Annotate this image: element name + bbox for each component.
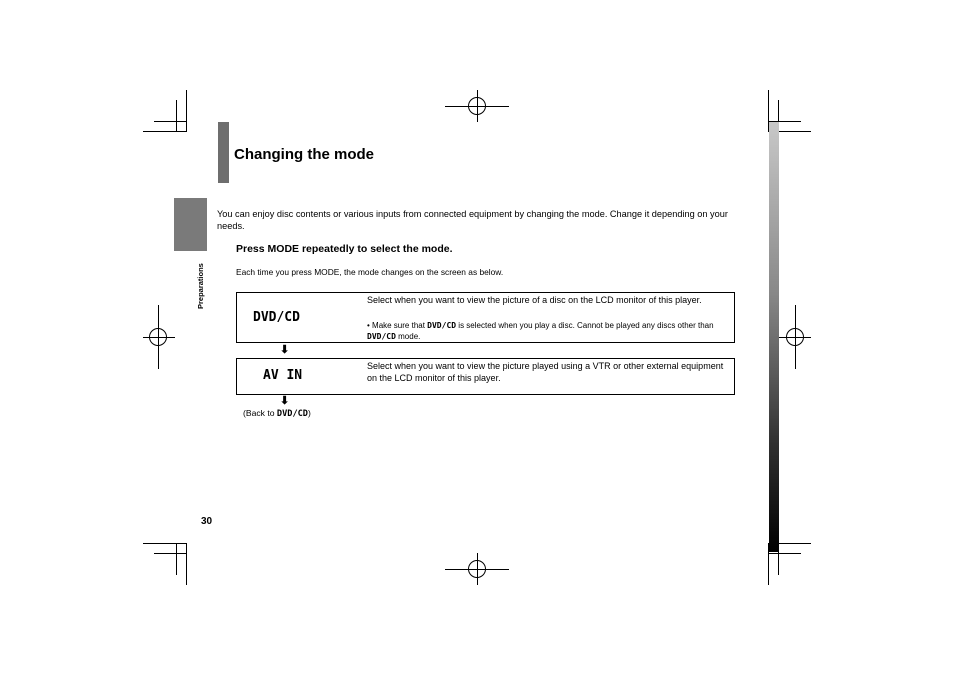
title-accent-bar bbox=[218, 122, 229, 183]
section-side-label bbox=[196, 253, 208, 313]
intro-paragraph: You can enjoy disc contents or various inputs from connected equipment by changing the mode. Change it depending on your needs. bbox=[217, 209, 728, 231]
mode-box-dvd-cd bbox=[236, 292, 735, 343]
crop-mark bbox=[176, 543, 177, 575]
mode-box-av-in bbox=[236, 358, 735, 395]
back-text-pre: (Back to bbox=[243, 408, 277, 418]
crop-mark bbox=[143, 543, 187, 544]
back-mode-label: DVD/CD bbox=[276, 409, 308, 419]
crop-mark bbox=[186, 90, 187, 132]
mode-label-av-in: AV IN bbox=[263, 368, 303, 383]
page-title: Changing the mode bbox=[234, 146, 374, 163]
back-to-note bbox=[243, 408, 311, 419]
bullet-text-mid: is selected when you play a disc. Cannot be played any discs other than bbox=[456, 321, 714, 330]
registration-circle bbox=[786, 328, 804, 346]
crop-mark bbox=[769, 553, 801, 554]
down-arrow-icon: ⬇ bbox=[280, 395, 290, 407]
bullet-text-post: mode. bbox=[395, 332, 421, 341]
registration-circle bbox=[149, 328, 167, 346]
down-arrow-icon: ⬇ bbox=[280, 344, 290, 356]
back-text-post: ) bbox=[307, 408, 311, 418]
bullet-mode-label-2: DVD/CD bbox=[367, 332, 396, 341]
step-note: Each time you press MODE, the mode changes on the screen as below. bbox=[236, 267, 504, 277]
step-instruction: Press MODE repeatedly to select the mode. bbox=[236, 243, 453, 255]
bullet-text-pre: • Make sure that bbox=[367, 321, 428, 330]
registration-circle bbox=[468, 97, 486, 115]
section-tab bbox=[174, 198, 207, 251]
mode-description-dvd-cd: Select when you want to view the picture of a disc on the LCD monitor of this player. bbox=[367, 295, 702, 305]
bullet-mode-label: DVD/CD bbox=[427, 321, 457, 330]
section-side-label-text: Preparations bbox=[196, 263, 205, 309]
crop-mark bbox=[154, 553, 186, 554]
mode-bullet-note bbox=[367, 320, 729, 342]
crop-mark bbox=[154, 121, 186, 122]
crop-mark bbox=[186, 543, 187, 585]
crop-mark bbox=[176, 100, 177, 132]
page-number: 30 bbox=[201, 516, 213, 527]
mode-label-dvd-cd: DVD/CD bbox=[253, 310, 300, 325]
registration-circle bbox=[468, 560, 486, 578]
edge-gradient-strip bbox=[769, 122, 779, 552]
crop-mark bbox=[143, 131, 187, 132]
mode-description-av-in: Select when you want to view the picture played using a VTR or other external equipment on the LCD monitor of this player. bbox=[367, 361, 724, 383]
